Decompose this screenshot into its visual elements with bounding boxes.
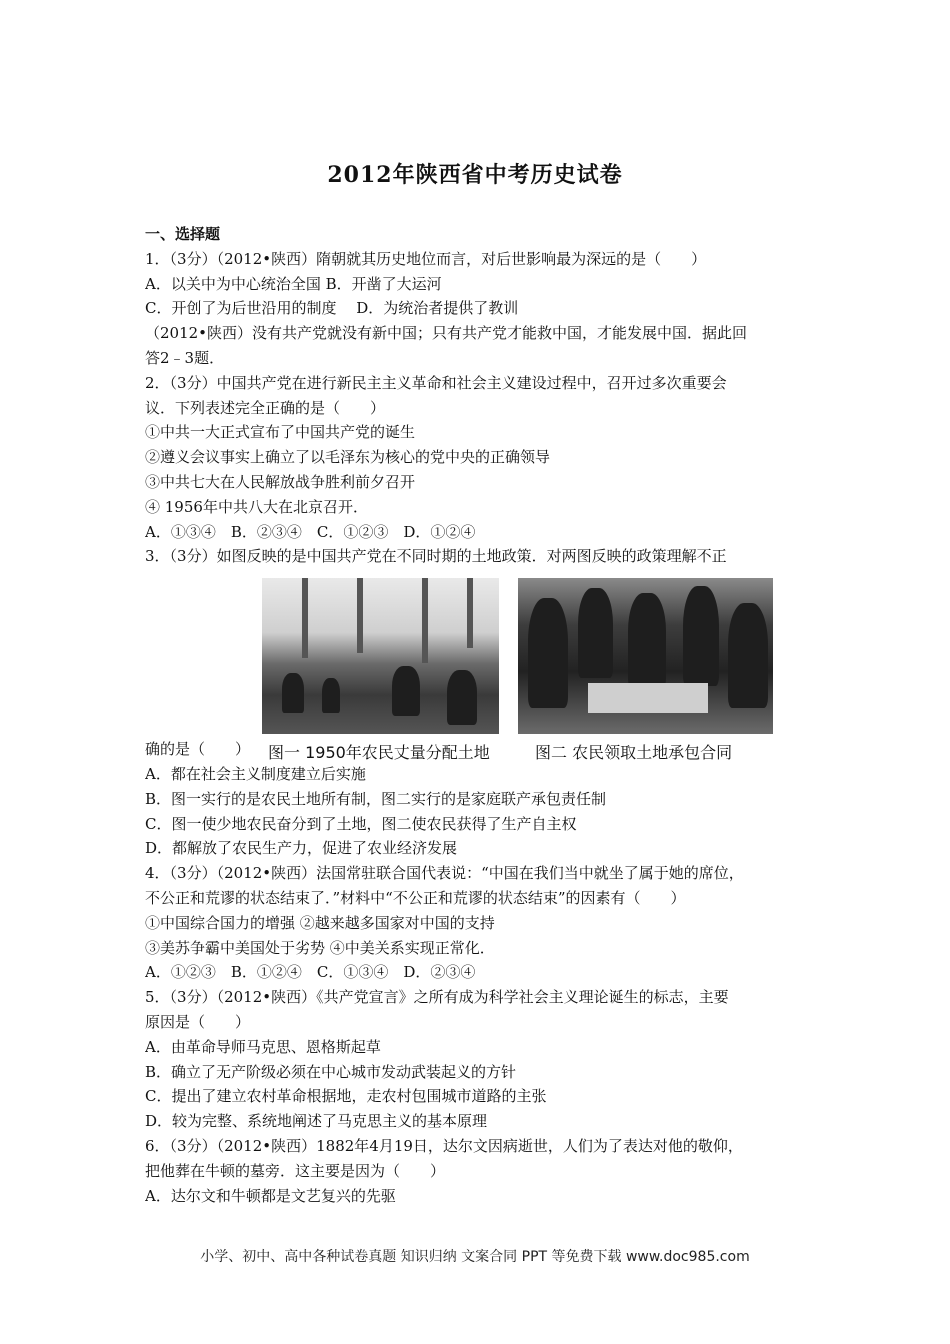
text-line: A．以关中为中心统治全国 B．开凿了大运河 xyxy=(145,274,442,293)
text-line: A．由革命导师马克思、恩格斯起草 xyxy=(145,1037,381,1056)
text-line: 1．（3分）（2012•陕西）隋朝就其历史地位而言，对后世影响最为深远的是（ ） xyxy=(145,249,707,268)
text-line: 2．（3分）中国共产党在进行新民主主义革命和社会主义建设过程中，召开过多次重要会 xyxy=(145,373,727,392)
lines-before-figure xyxy=(145,247,810,569)
photo-land-measuring xyxy=(262,578,499,734)
text-line: （2012•陕西）没有共产党就没有新中国；只有共产党才能救中国，才能发展中国．据此回 xyxy=(145,324,748,343)
section-heading: 一、选择题 xyxy=(145,225,221,243)
text-line: A．达尔文和牛顿都是文艺复兴的先驱 xyxy=(145,1186,396,1205)
text-line: ②遵义会议事实上确立了以毛泽东为核心的党中央的正确领导 xyxy=(145,448,551,467)
text-line: A．①②③ B．①②④ C．①③④ D．②③④ xyxy=(145,963,476,982)
text-line: C．提出了建立农村革命根据地，走农村包围城市道路的主张 xyxy=(145,1087,547,1106)
caption-figure-2: 图二 农民领取土地承包合同 xyxy=(535,743,733,762)
q3-continuation: 确的是（ ） xyxy=(145,740,251,759)
lines-after-figure xyxy=(145,762,810,1208)
text-line: C．图一使少地农民奋分到了土地，图二使农民获得了生产自主权 xyxy=(145,814,577,833)
text-line: ③美苏争霸中美国处于劣势 ④中美关系实现正常化． xyxy=(145,938,495,957)
text-line: 3．（3分）如图反映的是中国共产党在不同时期的土地政策．对两图反映的政策理解不正 xyxy=(145,547,727,566)
text-line: D．都解放了农民生产力，促进了农业经济发展 xyxy=(145,839,458,858)
text-line: C．开创了为后世沿用的制度 D．为统治者提供了教训 xyxy=(145,299,519,318)
text-line: ①中国综合国力的增强 ②越来越多国家对中国的支持 xyxy=(145,913,495,932)
photo-contract-receiving xyxy=(518,578,773,734)
page-title: 2012年陕西省中考历史试卷 xyxy=(327,162,623,188)
footer-text: 小学、初中、高中各种试卷真题 知识归纳 文案合同 PPT 等免费下载 www.doc985.com xyxy=(200,1249,750,1265)
figure-photos xyxy=(262,578,774,736)
text-line: B．确立了无产阶级必须在中心城市发动武装起义的方针 xyxy=(145,1062,517,1081)
text-line: ①中共一大正式宣布了中国共产党的诞生 xyxy=(145,423,416,442)
text-line: 把他葬在牛顿的墓旁．这主要是因为（ ） xyxy=(145,1161,446,1180)
text-line: ④ 1956年中共八大在北京召开． xyxy=(145,497,368,516)
text-line: A．①③④ B．②③④ C．①②③ D．①②④ xyxy=(145,522,476,541)
text-line: ③中共七大在人民解放战争胜利前夕召开 xyxy=(145,472,416,491)
text-line: D．较为完整、系统地阐述了马克思主义的基本原理 xyxy=(145,1112,488,1131)
text-line: 5．（3分）（2012•陕西）《共产党宣言》之所有成为科学社会主义理论诞生的标志，主要 xyxy=(145,988,729,1007)
text-line: 原因是（ ） xyxy=(145,1012,251,1031)
text-line: 不公正和荒谬的状态结束了．”材料中“不公正和荒谬的状态结束”的因素有（ ） xyxy=(145,888,686,907)
text-line: 议．下列表述完全正确的是（ ） xyxy=(145,398,386,417)
text-line: B．图一实行的是农民土地所有制，图二实行的是家庭联产承包责任制 xyxy=(145,789,607,808)
text-line: A．都在社会主义制度建立后实施 xyxy=(145,764,366,783)
text-line: 6．（3分）（2012•陕西）1882年4月19日，达尔文因病逝世，人们为了表达对他的敬仰， xyxy=(145,1136,743,1155)
caption-figure-1: 图一 1950年农民丈量分配土地 xyxy=(268,743,490,762)
text-line: 答2﹣3题． xyxy=(145,348,225,367)
text-line: 4．（3分）（2012•陕西）法国常驻联合国代表说：“中国在我们当中就坐了属于她的席位， xyxy=(145,864,744,883)
